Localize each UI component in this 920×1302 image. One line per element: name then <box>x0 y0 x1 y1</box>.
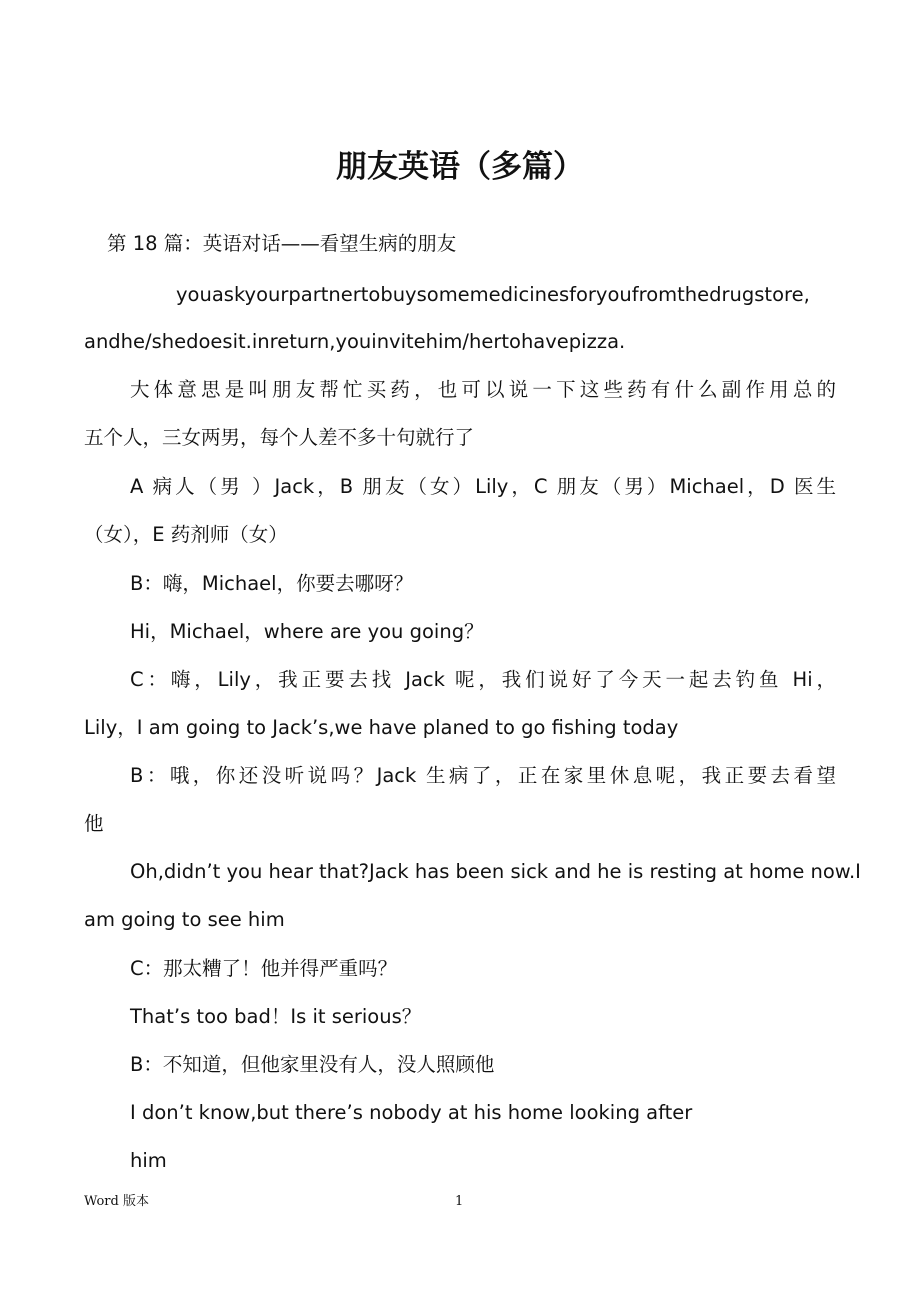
dialogue-line: B：嗨，Michael，你要去哪呀？ <box>130 572 414 595</box>
footer-version-label: Word 版本 <box>84 1194 149 1209</box>
dialogue-line: him <box>130 1149 167 1172</box>
dialogue-line: Lily，I am going to Jack’s,we have planed to go fishing today <box>84 716 679 739</box>
dialogue-line: am going to see him <box>84 908 285 931</box>
paragraph-line: 五个人，三女两男，每个人差不多十句就行了 <box>84 426 475 449</box>
paragraph-line: （女），E 药剂师（女） <box>84 523 288 546</box>
dialogue-line: 他 <box>84 812 104 835</box>
document-title: 朋友英语（多篇） <box>336 149 584 185</box>
paragraph-line: A 病人（男 ）Jack，B 朋友（女）Lily，C 朋友（男）Michael，D 医生 <box>130 475 836 498</box>
paragraph-line: youaskyourpartnertobuysomemedicinesforyoufromthedrugstore, <box>176 283 810 306</box>
dialogue-line: Oh,didn’t you hear that?Jack has been sick and he is resting at home now.I <box>130 860 861 883</box>
paragraph-line: 大体意思是叫朋友帮忙买药，也可以说一下这些药有什么副作用总的 <box>130 378 836 401</box>
dialogue-line: B：不知道，但他家里没有人，没人照顾他 <box>130 1053 495 1076</box>
dialogue-line: B：哦，你还没听说吗？Jack 生病了，正在家里休息呢，我正要去看望 <box>130 764 836 787</box>
dialogue-line: Hi，Michael，where are you going？ <box>130 620 484 643</box>
dialogue-line: That’s too bad！Is it serious？ <box>130 1005 422 1028</box>
footer-page-number: 1 <box>455 1194 464 1209</box>
section-heading: 第 18 篇：英语对话——看望生病的朋友 <box>107 232 457 255</box>
dialogue-line: C：嗨，Lily，我正要去找 Jack 呢，我们说好了今天一起去钓鱼 Hi， <box>130 668 836 691</box>
paragraph-line: andhe/shedoesit.inreturn,youinvitehim/hertohavepizza. <box>84 330 626 353</box>
dialogue-line: I don’t know,but there’s nobody at his home looking after <box>130 1101 693 1124</box>
dialogue-line: C：那太糟了！他并得严重吗？ <box>130 957 398 980</box>
